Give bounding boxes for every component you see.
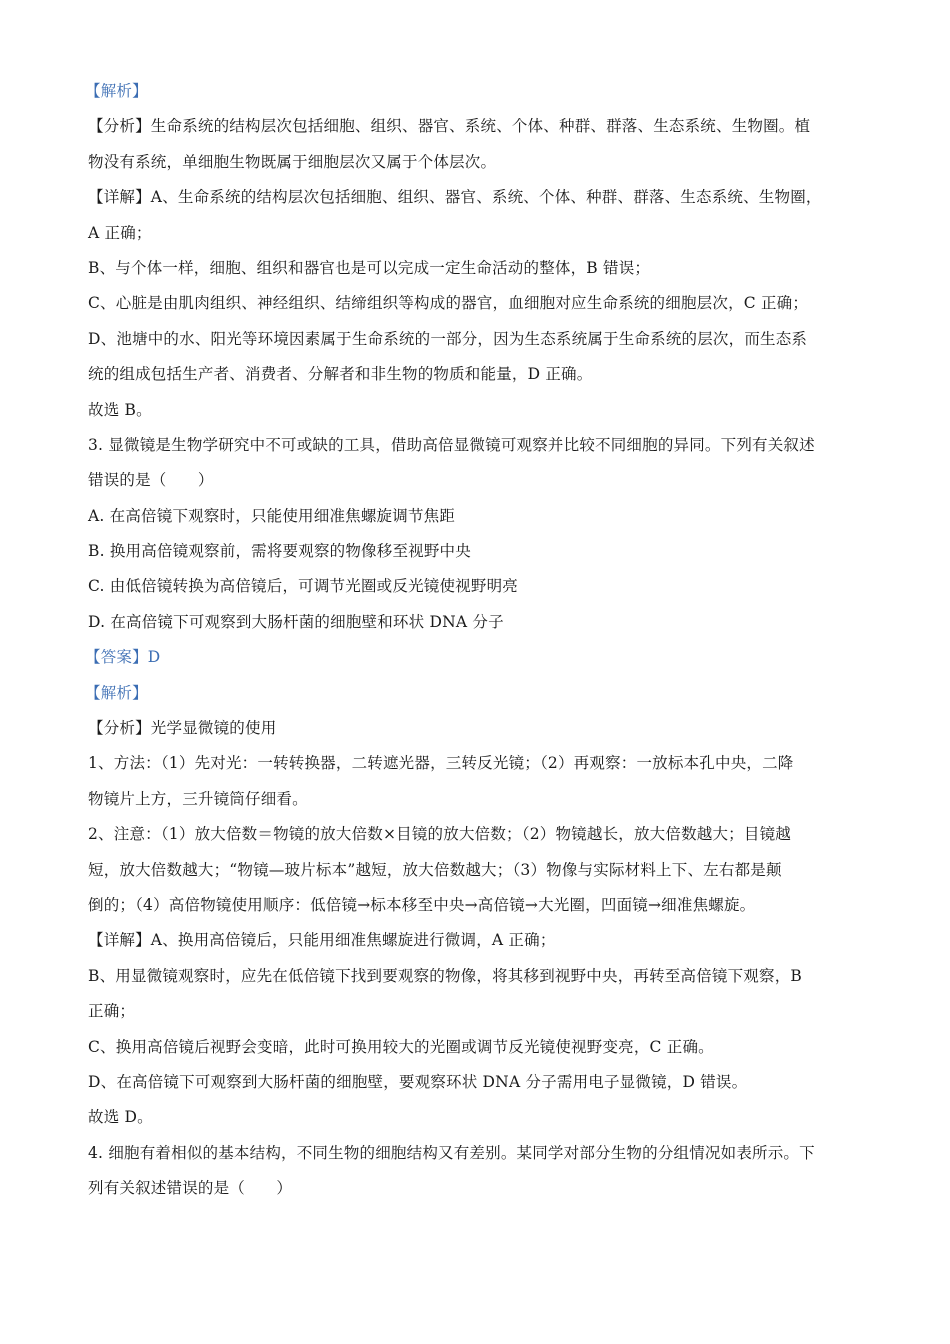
document-page	[85, 74, 863, 1207]
text-line: 物镜片上方，三升镜筒仔细看。	[88, 789, 308, 808]
option-b: B. 换用高倍镜观察前，需将要观察的物像移至视野中央	[88, 542, 471, 561]
question-3-stem: 错误的是（ ）	[88, 471, 214, 490]
answer-tag: 【答案】D	[85, 648, 161, 667]
text-line: B、与个体一样，细胞、组织和器官也是可以完成一定生命活动的整体，B 错误；	[88, 258, 651, 277]
question-4-stem: 4. 细胞有着相似的基本结构，不同生物的细胞结构又有差别。某同学对部分生物的分组情况如表所示。下	[88, 1143, 815, 1162]
option-c: C. 由低倍镜转换为高倍镜后，可调节光圈或反光镜使视野明亮	[88, 577, 518, 596]
text-line: 统的组成包括生产者、消费者、分解者和非生物的物质和能量，D 正确。	[88, 365, 593, 384]
text-line: C、换用高倍镜后视野会变暗，此时可换用较大的光圈或调节反光镜使视野变亮，C 正确。	[88, 1037, 714, 1056]
option-d: D. 在高倍镜下可观察到大肠杆菌的细胞壁和环状 DNA 分子	[88, 612, 504, 631]
text-line: A 正确；	[88, 223, 152, 242]
text-line: D、池塘中的水、阳光等环境因素属于生命系统的一部分，因为生态系统属于生命系统的层次，而生态系	[88, 329, 808, 348]
text-line: 【分析】生命系统的结构层次包括细胞、组织、器官、系统、个体、种群、群落、生态系统、生物圈。植	[88, 117, 811, 136]
text-line: 倒的；（4）高倍物镜使用顺序：低倍镜→标本移至中央→高倍镜→大光圈，凹面镜→细准焦螺旋。	[88, 895, 756, 914]
text-line: 故选 B。	[88, 400, 152, 419]
text-line: 故选 D。	[88, 1108, 153, 1127]
text-line: 2、注意：（1）放大倍数＝物镜的放大倍数×目镜的放大倍数；（2）物镜越长，放大倍数越大；目镜越	[88, 825, 791, 844]
text-line: 【详解】A、换用高倍镜后，只能用细准焦螺旋进行微调，A 正确；	[88, 931, 556, 950]
question-4-stem: 列有关叙述错误的是（ ）	[88, 1179, 293, 1198]
analysis-tag: 【解析】	[85, 683, 148, 702]
option-a: A. 在高倍镜下观察时，只能使用细准焦螺旋调节焦距	[88, 506, 456, 525]
text-line: 【详解】A、生命系统的结构层次包括细胞、组织、器官、系统、个体、种群、群落、生态系统、生物圈，	[88, 188, 822, 207]
text-line: D、在高倍镜下可观察到大肠杆菌的细胞壁，要观察环状 DNA 分子需用电子显微镜，D 错误。	[88, 1072, 748, 1091]
analysis-tag: 【解析】	[85, 82, 148, 100]
text-line: C、心脏是由肌肉组织、神经组织、结缔组织等构成的器官，血细胞对应生命系统的细胞层次，C 正确；	[88, 294, 809, 313]
text-line: B、用显微镜观察时，应先在低倍镜下找到要观察的物像，将其移到视野中央，再转至高倍镜下观察，B	[88, 966, 802, 985]
question-3-stem: 3. 显微镜是生物学研究中不可或缺的工具，借助高倍显微镜可观察并比较不同细胞的异同。下列有关叙述	[88, 435, 815, 454]
text-line: 【分析】光学显微镜的使用	[88, 719, 277, 738]
text-line: 短，放大倍数越大；“物镜—玻片标本”越短，放大倍数越大；（3）物像与实际材料上下、左右都是颠	[88, 860, 782, 879]
text-line: 1、方法：（1）先对光：一转转换器，二转遮光器，三转反光镜；（2）再观察：一放标本孔中央，二降	[88, 754, 794, 773]
text-line: 物没有系统，单细胞生物既属于细胞层次又属于个体层次。	[88, 152, 497, 171]
text-line: 正确；	[88, 1002, 136, 1021]
